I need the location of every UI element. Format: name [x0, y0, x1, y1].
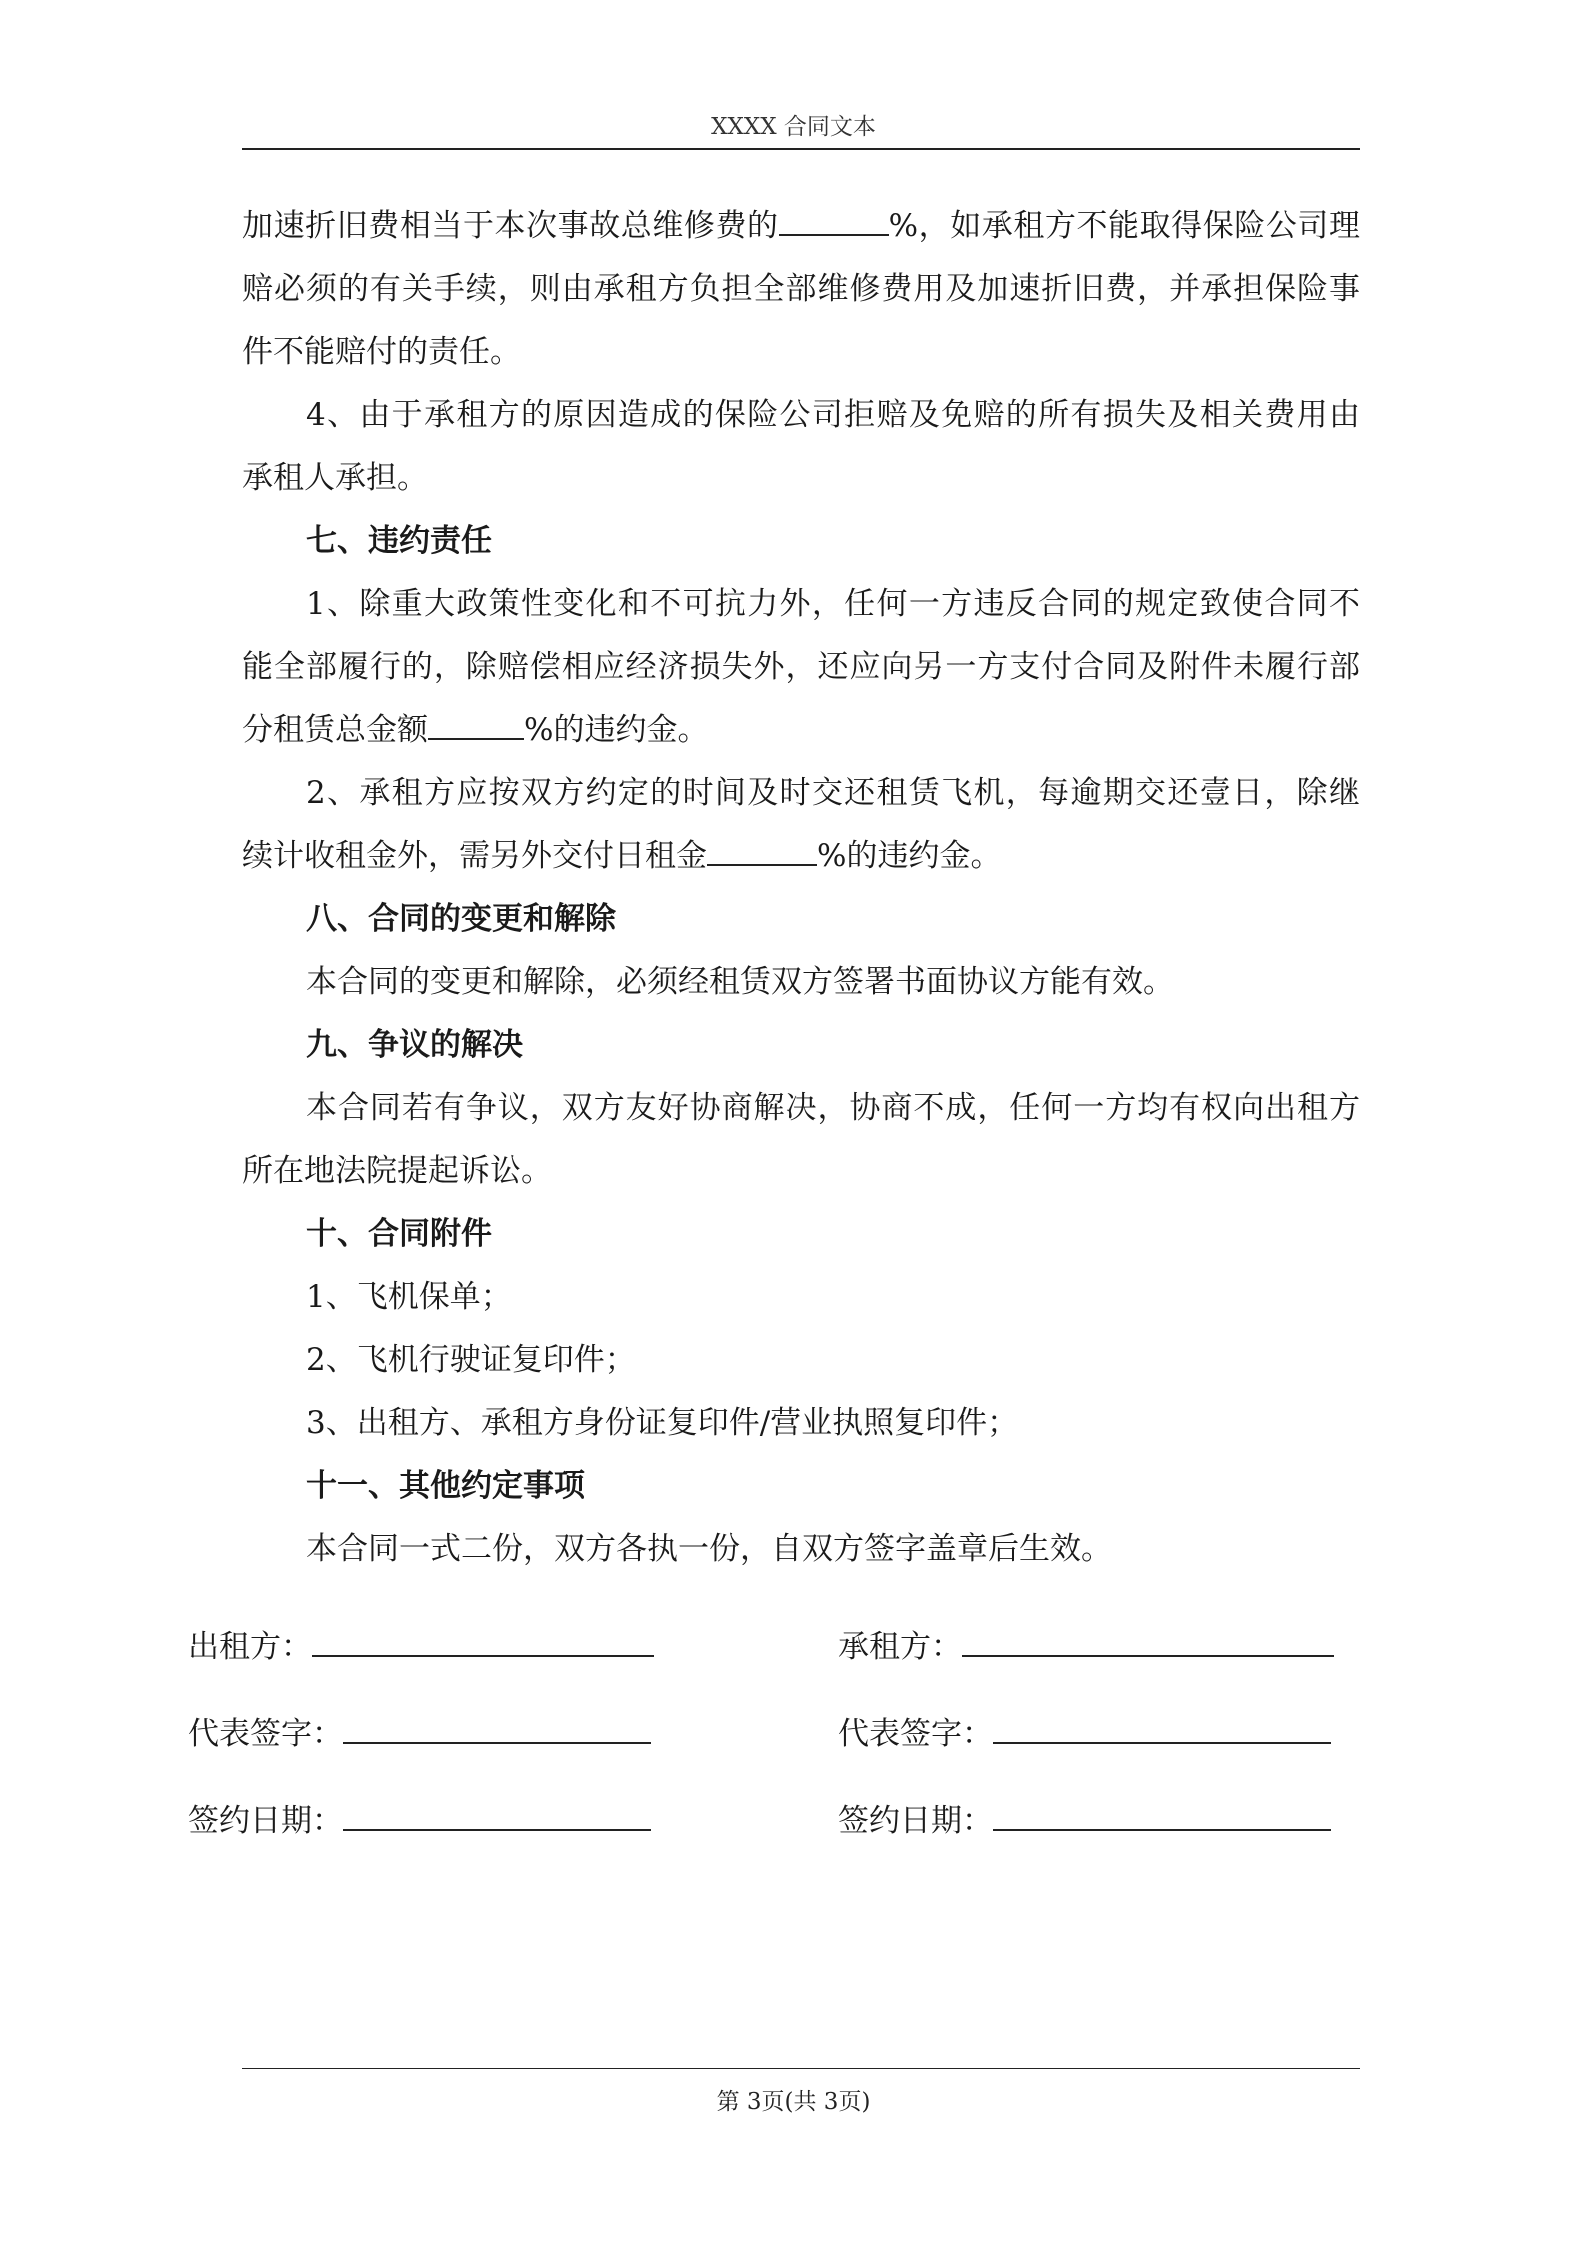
lessor-field[interactable] — [312, 1619, 654, 1657]
lessor-signature-row — [188, 1617, 654, 1677]
representative-row-right — [838, 1704, 1331, 1764]
text-line: 本合同的变更和解除，必须经租赁双方签署书面协议方能有效。 — [306, 964, 1174, 1000]
representative-label: 代表签字： — [838, 1716, 993, 1752]
lessee-signature-row — [838, 1617, 1334, 1677]
signing-date-label: 签约日期： — [188, 1803, 343, 1839]
section-heading: 八、合同的变更和解除 — [306, 901, 616, 937]
fill-blank — [428, 708, 524, 740]
section-heading: 九、争议的解决 — [306, 1027, 523, 1063]
text-line: 1、除重大政策性变化和不可抗力外，任何一方违反合同的规定致使合同不 — [306, 586, 1360, 622]
fill-blank — [707, 834, 817, 866]
text-segment: %的违约金。 — [817, 838, 1002, 874]
signing-date-field[interactable] — [343, 1793, 651, 1831]
text-line: 赔必须的有关手续，则由承租方负担全部维修费用及加速折旧费，并承担保险事 — [242, 271, 1360, 307]
text-line: 本合同一式二份，双方各执一份，自双方签字盖章后生效。 — [306, 1531, 1112, 1567]
text-segment: 分租赁总金额 — [242, 712, 428, 748]
section-heading: 十一、其他约定事项 — [306, 1468, 585, 1504]
attachment-item: 2、飞机行驶证复印件； — [306, 1342, 636, 1378]
text-line: 能全部履行的，除赔偿相应经济损失外，还应向另一方支付合同及附件未履行部 — [242, 649, 1360, 685]
lessor-label: 出租方： — [188, 1629, 312, 1665]
signing-date-field[interactable] — [993, 1793, 1331, 1831]
section-heading: 七、违约责任 — [306, 523, 492, 559]
text-segment: 加速折旧费相当于本次事故总维修费的 — [242, 208, 779, 244]
signing-date-row-left — [188, 1791, 651, 1851]
representative-row-left — [188, 1704, 651, 1764]
text-segment: %，如承租方不能取得保险公司理 — [888, 208, 1360, 244]
text-line: 所在地法院提起诉讼。 — [242, 1153, 552, 1189]
text-line — [242, 825, 1360, 887]
text-line: 承租人承担。 — [242, 460, 428, 496]
text-line: 2、承租方应按双方约定的时间及时交还租赁飞机，每逾期交还壹日，除继 — [306, 775, 1360, 811]
text-segment: %的违约金。 — [524, 712, 709, 748]
text-line — [242, 195, 1360, 257]
header-divider — [242, 148, 1360, 150]
text-line — [242, 699, 1360, 761]
representative-label: 代表签字： — [188, 1716, 343, 1752]
representative-field[interactable] — [343, 1706, 651, 1744]
signing-date-row-right — [838, 1791, 1331, 1851]
text-line: 件不能赔付的责任。 — [242, 334, 521, 370]
page-number: 第 3页(共 3页) — [716, 2089, 871, 2115]
section-heading: 十、合同附件 — [306, 1216, 492, 1252]
page-header-title: XXXX 合同文本 — [711, 114, 876, 140]
representative-field[interactable] — [993, 1706, 1331, 1744]
attachment-item: 1、飞机保单； — [306, 1279, 512, 1315]
text-line: 本合同若有争议，双方友好协商解决，协商不成，任何一方均有权向出租方 — [306, 1090, 1360, 1126]
footer-divider — [242, 2068, 1360, 2069]
text-segment: 续计收租金外，需另外交付日租金 — [242, 838, 707, 874]
attachment-item: 3、出租方、承租方身份证复印件/营业执照复印件； — [306, 1405, 1019, 1441]
signing-date-label: 签约日期： — [838, 1803, 993, 1839]
text-line: 4、由于承租方的原因造成的保险公司拒赔及免赔的所有损失及相关费用由 — [306, 397, 1360, 433]
fill-blank — [779, 204, 889, 236]
lessee-field[interactable] — [962, 1619, 1334, 1657]
lessee-label: 承租方： — [838, 1629, 962, 1665]
